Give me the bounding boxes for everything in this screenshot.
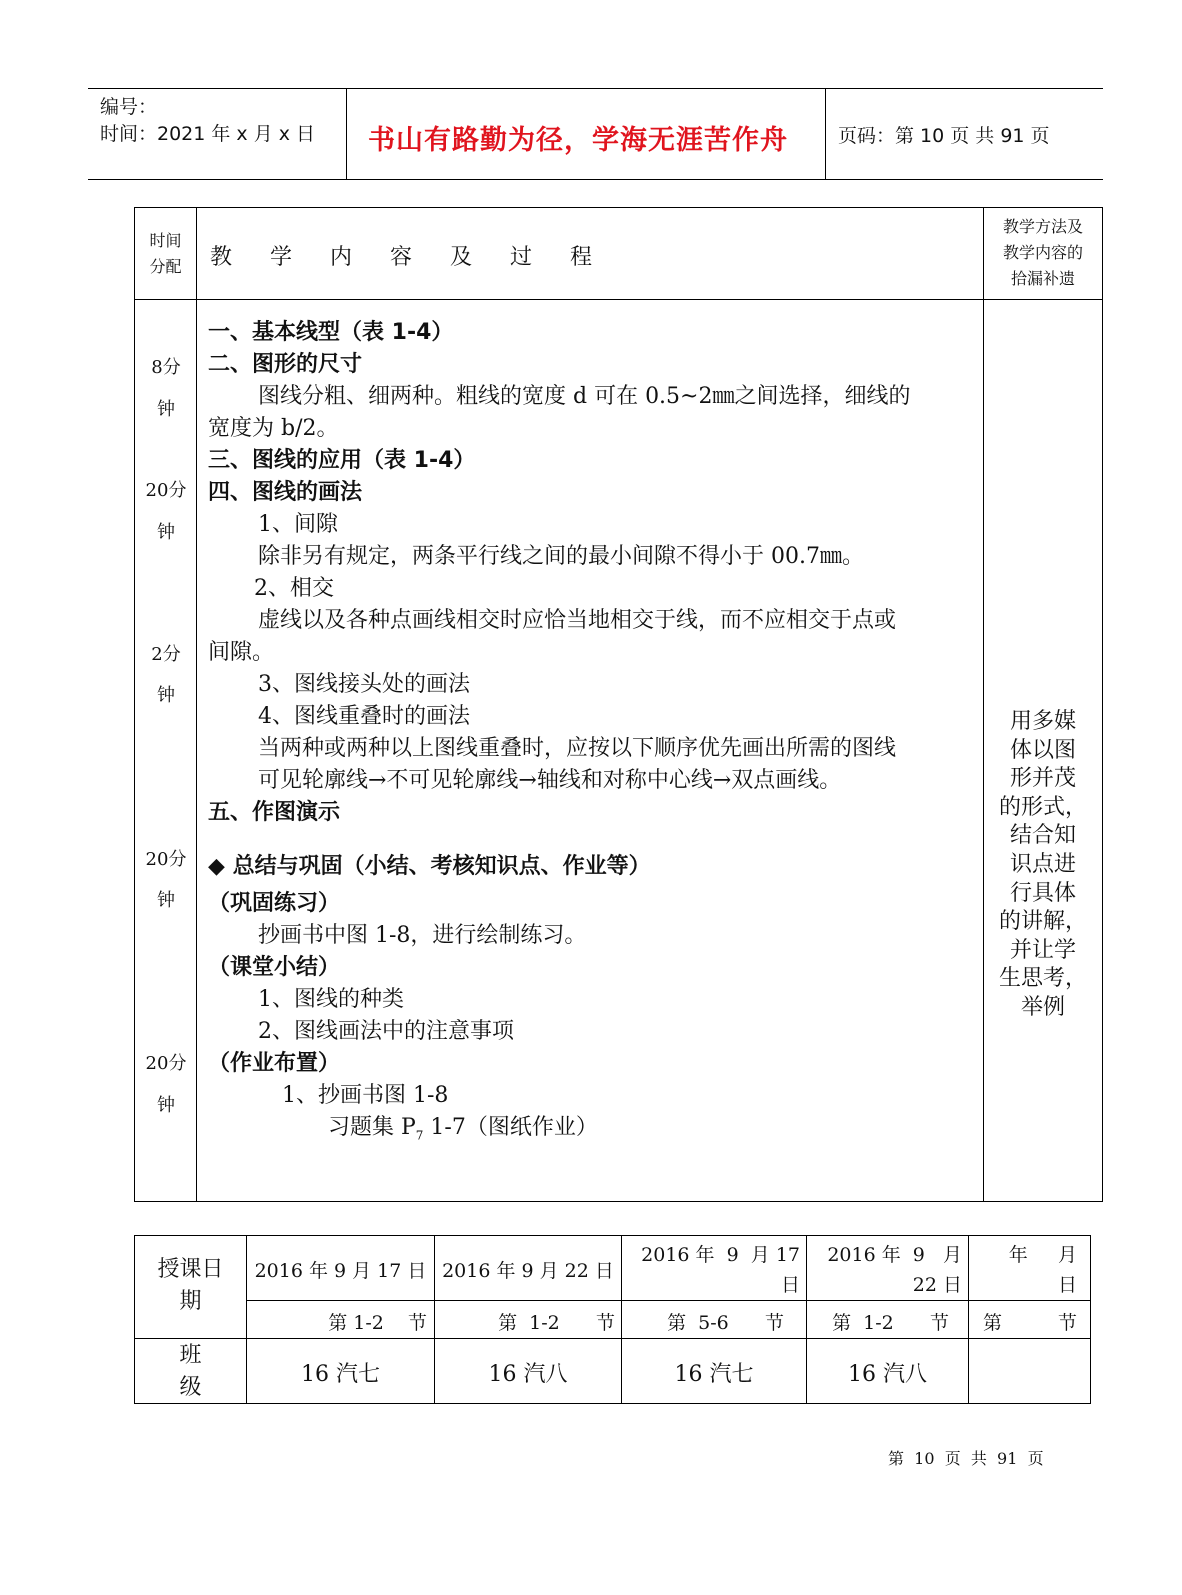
class-label-line: 班 (179, 1343, 202, 1368)
schedule-date: 2016 年 9 月 17 日 (254, 1260, 427, 1282)
header-divider-1 (346, 88, 347, 180)
col-method-header-line: 拾漏补遗 (1010, 269, 1075, 288)
header-divider-2 (825, 88, 826, 180)
col-method-header (984, 214, 1102, 292)
content-line: 4、图线重叠时的画法 (258, 704, 470, 729)
method-note-line: 形并茂 (1009, 766, 1076, 792)
schedule-date-line2: 日 (1057, 1274, 1077, 1296)
table-rule (1090, 1235, 1091, 1403)
table-rule (134, 1235, 1091, 1236)
schedule-period-suffix: 节 (1058, 1312, 1078, 1334)
content-line: 宽度为 b/2。 (208, 416, 339, 441)
content-line: 3、图线接头处的画法 (258, 672, 470, 697)
header-page-label: 页码：第 10 页 共 91 页 (838, 125, 1050, 147)
col-time-header-line: 分配 (149, 257, 182, 276)
col-content-header: 教学内容及过程 (210, 245, 631, 270)
method-note-line: 的讲解， (998, 909, 1087, 935)
schedule-period: 第 5-6 节 (667, 1312, 784, 1334)
time-unit: 钟 (157, 890, 175, 911)
time-value: 20分 (145, 480, 187, 501)
method-note-line: 举例 (1020, 994, 1065, 1020)
date-label-line: 授课日 (157, 1257, 224, 1282)
content-line: 除非另有规定，两条平行线之间的最小间隙不得小于 00.7㎜。 (258, 544, 864, 569)
content-line: 可见轮廓线→不可见轮廓线→轴线和对称中心线→双点画线。 (258, 768, 842, 793)
schedule-date: 2016 年 9 月 (827, 1244, 962, 1266)
time-unit: 钟 (157, 522, 175, 543)
table-rule (134, 1403, 1091, 1404)
content-line (328, 1112, 598, 1151)
exercise-detail: 1-7（图纸作业） (423, 1115, 598, 1140)
section-heading: 二、图形的尺寸 (208, 352, 363, 377)
method-note-line: 体以图 (1009, 737, 1076, 763)
table-rule (134, 1338, 1091, 1339)
table-rule (134, 299, 1103, 300)
section-heading: 五、作图演示 (208, 800, 341, 825)
content-line: 1、抄画书图 1-8 (282, 1083, 449, 1108)
schedule-class: 16 汽八 (848, 1362, 927, 1387)
header-top-rule (88, 88, 1103, 89)
method-note-line: 结合知 (1009, 823, 1076, 849)
time-unit: 钟 (157, 399, 175, 420)
time-value: 2分 (151, 644, 181, 665)
exercise-label: 习题集 P (328, 1115, 416, 1140)
subsection-heading: （课堂小结） (208, 955, 341, 980)
schedule-period: 第 1-2 节 (498, 1312, 615, 1334)
header-number-label: 编号： (100, 96, 158, 118)
content-line: 间隙。 (208, 640, 275, 665)
schedule-date-line2: 22 日 (912, 1274, 962, 1296)
content-line: 当两种或两种以上图线重叠时，应按以下顺序优先画出所需的图线 (258, 736, 897, 761)
date-label-line: 期 (179, 1289, 202, 1314)
method-note (988, 708, 1098, 1023)
schedule-period: 第 1-2 节 (832, 1312, 949, 1334)
time-value: 20分 (145, 1053, 187, 1074)
time-value: 20分 (145, 849, 187, 870)
schedule-class: 16 汽七 (674, 1362, 754, 1387)
date-label (135, 1254, 246, 1318)
table-rule (246, 1300, 1091, 1301)
col-method-header-line: 教学方法及 (1002, 217, 1083, 236)
method-note-line: 识点进 (1009, 851, 1076, 877)
time-unit: 钟 (157, 1095, 175, 1116)
method-note-line: 用多媒 (1009, 709, 1076, 734)
schedule-period-prefix: 第 (983, 1312, 1003, 1334)
class-label (135, 1340, 246, 1404)
schedule-date: 2016 年 9 月 22 日 (442, 1260, 614, 1282)
content-line: 2、相交 (254, 576, 334, 601)
content-line: 图线分粗、细两种。粗线的宽度 d 可在 0.5~2㎜之间选择，细线的 (258, 384, 911, 409)
schedule-date-line2: 日 (780, 1274, 800, 1296)
table-rule (983, 207, 984, 1201)
content-line: 虚线以及各种点画线相交时应恰当地相交于线，而不应相交于点或 (258, 608, 897, 633)
section-heading: 一、基本线型（表 1-4） (208, 320, 454, 345)
schedule-date: 年 月 (1008, 1244, 1077, 1266)
table-rule (134, 1201, 1103, 1202)
col-method-header-line: 教学内容的 (1002, 243, 1083, 262)
subsection-heading: （作业布置） (208, 1051, 341, 1076)
schedule-period: 第 1-2 节 (328, 1312, 427, 1334)
col-time-header (135, 228, 196, 280)
schedule-date: 2016 年 9 月 17 (641, 1244, 800, 1266)
schedule-class: 16 汽七 (301, 1362, 380, 1387)
content-line: 1、图线的种类 (258, 987, 404, 1012)
section-heading: 四、图线的画法 (208, 480, 363, 505)
method-note-line: 行具体 (1009, 880, 1076, 906)
section-heading: 三、图线的应用（表 1-4） (208, 448, 476, 473)
time-value: 8分 (151, 357, 181, 378)
content-line: 2、图线画法中的注意事项 (258, 1019, 514, 1044)
method-note-line: 的形式， (998, 794, 1087, 820)
time-unit: 钟 (157, 685, 175, 706)
content-line: 1、间隙 (258, 512, 338, 537)
method-note-line: 并让学 (1009, 937, 1076, 963)
subsection-heading: （巩固练习） (208, 891, 341, 916)
header-motto: 书山有路勤为径，学海无涯苦作舟 (368, 125, 788, 156)
content-line: 抄画书中图 1-8，进行绘制练习。 (258, 923, 587, 948)
summary-heading: ◆ 总结与巩固（小结、考核知识点、作业等） (208, 854, 651, 879)
page-footer: 第 10 页 共 91 页 (888, 1449, 1044, 1468)
header-bottom-rule (88, 179, 1103, 180)
col-time-header-line: 时间 (149, 231, 182, 250)
method-note-line: 生思考， (998, 966, 1087, 992)
table-rule (134, 207, 1103, 208)
class-label-line: 级 (179, 1375, 202, 1400)
page-subscript: 7 (415, 1128, 424, 1143)
table-rule (1102, 207, 1103, 1201)
schedule-class: 16 汽八 (488, 1362, 568, 1387)
header-time-label: 时间：2021 年 x 月 x 日 (100, 123, 316, 145)
